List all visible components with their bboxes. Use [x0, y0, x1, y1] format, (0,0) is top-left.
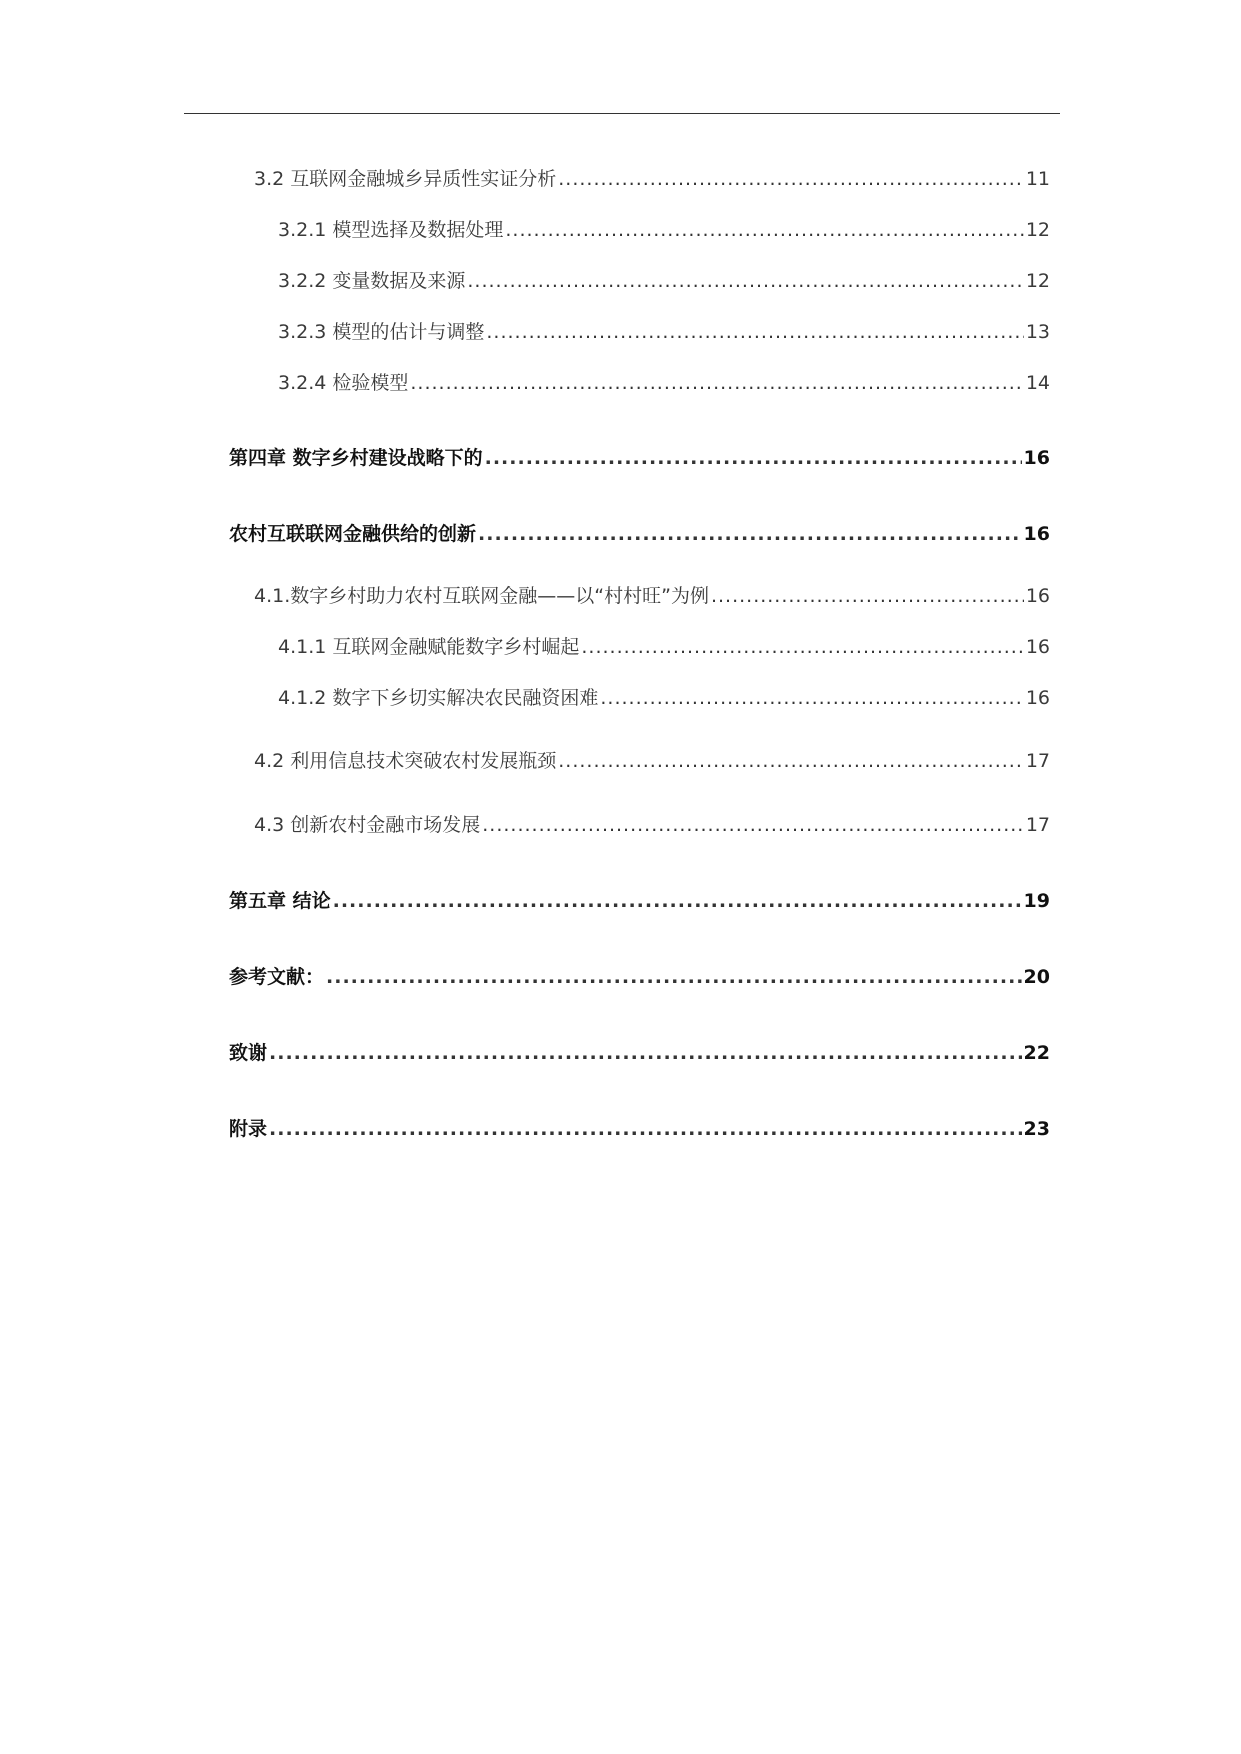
toc-entry-title: 4.1.2 数字下乡切实解决农民融资困难	[278, 687, 599, 709]
toc-entry-page: 17	[1025, 750, 1050, 772]
toc-entry-page: 16	[1025, 585, 1050, 607]
toc-entry-title: 3.2 互联网金融城乡异质性实证分析	[254, 168, 557, 190]
toc-entry-4-1-2[interactable]	[278, 683, 1050, 710]
toc-entry-page: 22	[1023, 1042, 1050, 1064]
toc-entry-title: 3.2.2 变量数据及来源	[278, 270, 466, 292]
toc-dot-leader	[485, 447, 1022, 469]
toc-entry-page: 16	[1025, 636, 1050, 658]
toc-entry-page: 12	[1025, 270, 1050, 292]
toc-entry-title: 附录	[229, 1118, 268, 1140]
toc-entry-title: 3.2.1 模型选择及数据处理	[278, 219, 504, 241]
toc-entry-4-1[interactable]	[254, 581, 1050, 608]
toc-entry-title: 4.2 利用信息技术突破农村发展瓶颈	[254, 750, 557, 772]
toc-entry-page: 16	[1023, 447, 1050, 469]
toc-entry-4-1-1[interactable]	[278, 632, 1050, 659]
toc-dot-leader	[269, 1042, 1022, 1064]
toc-dot-leader	[269, 1118, 1022, 1140]
toc-entry-title: 第五章 结论	[229, 890, 331, 912]
toc-entry-3-2-4[interactable]	[278, 368, 1050, 395]
toc-entry-4-2[interactable]	[254, 746, 1050, 773]
toc-entry-title: 4.3 创新农村金融市场发展	[254, 814, 481, 836]
toc-entry-3-2-3[interactable]	[278, 317, 1050, 344]
toc-entry-page: 23	[1023, 1118, 1050, 1140]
toc-entry-chapter-5[interactable]	[229, 886, 1050, 913]
toc-entry-page: 20	[1023, 966, 1050, 988]
toc-dot-leader	[581, 636, 1023, 658]
toc-entry-appendix[interactable]	[229, 1114, 1050, 1141]
toc-entry-chapter-4-cont[interactable]	[229, 519, 1050, 546]
toc-dot-leader	[478, 523, 1022, 545]
toc-dot-leader	[558, 168, 1024, 190]
toc-entry-3-2[interactable]	[254, 164, 1050, 191]
toc-entry-acknowledgements[interactable]	[229, 1038, 1050, 1065]
toc-entry-chapter-4[interactable]	[229, 443, 1050, 470]
toc-dot-leader	[467, 270, 1023, 292]
toc-entry-title: 农村互联联网金融供给的创新	[229, 523, 477, 545]
toc-dot-leader	[600, 687, 1023, 709]
toc-entry-title: 参考文献：	[229, 966, 325, 988]
toc-entry-page: 19	[1023, 890, 1050, 912]
toc-dot-leader	[486, 321, 1023, 343]
toc-dot-leader	[333, 890, 1022, 912]
toc-entry-page: 12	[1025, 219, 1050, 241]
toc-entry-page: 14	[1025, 372, 1050, 394]
toc-entry-page: 11	[1025, 168, 1050, 190]
toc-entry-references[interactable]	[229, 962, 1050, 989]
toc-dot-leader	[482, 814, 1024, 836]
toc-entry-page: 16	[1023, 523, 1050, 545]
toc-entry-title: 3.2.4 检验模型	[278, 372, 409, 394]
toc-entry-page: 16	[1025, 687, 1050, 709]
toc-dot-leader	[558, 750, 1024, 772]
toc-entry-title: 致谢	[229, 1042, 268, 1064]
toc-dot-leader	[410, 372, 1023, 394]
toc-entry-title: 4.1.数字乡村助力农村互联网金融——以“村村旺”为例	[254, 585, 709, 607]
toc-entry-page: 13	[1025, 321, 1050, 343]
toc-entry-title: 4.1.1 互联网金融赋能数字乡村崛起	[278, 636, 580, 658]
toc-entry-4-3[interactable]	[254, 810, 1050, 837]
toc-dot-leader	[326, 966, 1022, 988]
toc-entry-title: 第四章 数字乡村建设战略下的	[229, 447, 483, 469]
toc-entry-3-2-2[interactable]	[278, 266, 1050, 293]
toc-entry-title: 3.2.3 模型的估计与调整	[278, 321, 485, 343]
toc-dot-leader	[505, 219, 1023, 241]
toc-entry-3-2-1[interactable]	[278, 215, 1050, 242]
toc-entry-page: 17	[1025, 814, 1050, 836]
toc-dot-leader	[711, 585, 1024, 607]
